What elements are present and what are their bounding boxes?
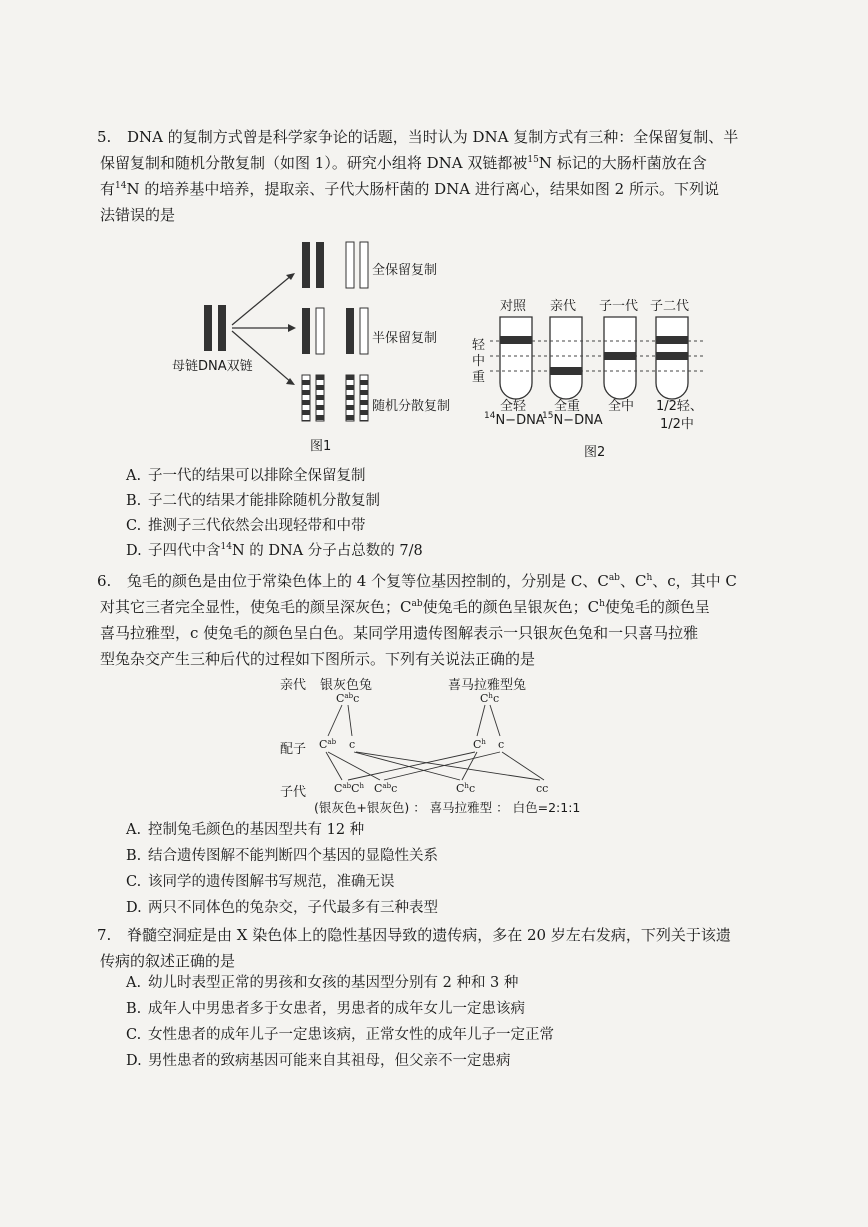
- option-d[interactable]: D. 男性患者的致病基因可能来自其祖母，但父亲不一定患病: [126, 1053, 511, 1069]
- option-d[interactable]: D. 子四代中含$^{14}$N 的 DNA 分子占总数的 7/8: [126, 542, 423, 559]
- row-mid: 中: [472, 354, 486, 369]
- option-b[interactable]: B. 成年人中男患者多于女患者，男患者的成年女儿一定患该病: [126, 1001, 525, 1017]
- gamete-c: c: [349, 738, 356, 751]
- option-d[interactable]: D. 两只不同体色的兔杂交，子代最多有三种表型: [126, 900, 438, 916]
- result-gen1: 全中: [608, 399, 635, 414]
- semi-conservative-label: 半保留复制: [372, 331, 438, 346]
- result-control-dna: $^{14}$N−DNA: [484, 411, 545, 428]
- option-c[interactable]: C. 女性患者的成年儿子一定患该病，正常女性的成年儿子一定正常: [126, 1027, 554, 1043]
- genetic-diagram: [270, 670, 610, 818]
- column-control: 对照: [500, 299, 527, 314]
- offspring-ratio: (银灰色+银灰色) ： 喜马拉雅型 ： 白色=2:1:1: [314, 800, 581, 815]
- question-text: 脊髓空洞症是由 X 染色体上的隐性基因导致的遗传病，多在 20 岁左右发病，下列关于该遗: [127, 926, 731, 944]
- question-text: 法错误的是: [100, 206, 176, 224]
- parent-strand: [204, 305, 212, 351]
- band-mid: [656, 352, 688, 360]
- question-number: 6.: [97, 572, 112, 590]
- offspring-Cabc: $C^{ab}c$: [374, 782, 398, 795]
- figure-2-caption: 图2: [584, 445, 606, 460]
- cross-lines: [270, 670, 610, 795]
- question-5: [97, 124, 760, 228]
- question-text: 型兔杂交产生三种后代的过程如下图所示。下列有关说法正确的是: [100, 650, 536, 668]
- parent1-genotype: $C^{ab}c$: [336, 692, 360, 705]
- question-number: 5.: [97, 128, 112, 146]
- parent2-label: 喜马拉雅型兔: [448, 678, 527, 693]
- superscript: 15: [527, 155, 539, 165]
- result-gen2-a: 1/2轻、: [656, 399, 703, 414]
- figure-1: [160, 230, 460, 460]
- result-control: 全轻: [500, 399, 527, 414]
- dispersive-label: 随机分散复制: [372, 399, 451, 414]
- question-7: [97, 922, 760, 974]
- column-gen1: 子一代: [599, 299, 639, 314]
- result-gen2-b: 1/2中: [660, 417, 694, 432]
- option-a[interactable]: A. 控制兔毛颜色的基因型共有 12 种: [126, 822, 365, 838]
- question-number: 7.: [97, 926, 112, 944]
- band-heavy: [550, 367, 582, 375]
- tube-control: [500, 317, 532, 399]
- option-a[interactable]: A. 幼儿时表型正常的男孩和女孩的基因型分别有 2 种和 3 种: [126, 975, 519, 991]
- gamete-c2: c: [498, 738, 505, 751]
- conservative-label: 全保留复制: [372, 263, 438, 278]
- question-6: 6. 兔毛的颜色是由位于常染色体上的 4 个复等位基因控制的，分别是 C、$C^{ab}$、$C^h$、c，其中 C 对其它三者完全显性，使兔毛的颜呈深灰色；$C^{ab}$使兔毛的颜色呈银灰色；$C^h$使兔毛的颜色呈 喜马拉雅型，c 使兔毛的颜色呈白色。某同学用遗传图解表示一只银灰色兔和一只喜马拉雅 型兔杂交产生三种后代的过程如下图所示。下列有关说法正确的是: [100, 568, 760, 672]
- result-parent: 全重: [554, 399, 581, 414]
- row-parent-label: 亲代: [280, 678, 307, 693]
- parent-strand: [218, 305, 226, 351]
- offspring-Chc: $C^hc$: [456, 782, 476, 795]
- question-text: 兔毛的颜色是由位于常染色体上的 4 个复等位基因控制的，分别是 C、C: [127, 572, 609, 590]
- figure-2: [470, 295, 720, 465]
- option-b[interactable]: B. 结合遗传图解不能判断四个基因的显隐性关系: [126, 848, 438, 864]
- option-b[interactable]: B. 子二代的结果才能排除随机分散复制: [126, 493, 380, 509]
- band-light: [656, 336, 688, 344]
- question-text: 有: [100, 180, 116, 198]
- question-text: 传病的叙述正确的是: [100, 952, 236, 970]
- offspring-CabCh: $C^{ab}C^h$: [334, 782, 365, 795]
- option-a[interactable]: A. 子一代的结果可以排除全保留复制: [126, 468, 366, 484]
- column-gen2: 子二代: [650, 299, 690, 314]
- question-text: 喜马拉雅型，c 使兔毛的颜色呈白色。某同学用遗传图解表示一只银灰色兔和一只喜马拉雅: [100, 624, 699, 642]
- tube-parent: [550, 317, 582, 399]
- question-text: 对其它三者完全显性，使兔毛的颜呈深灰色；C: [100, 598, 412, 616]
- band-light: [500, 336, 532, 344]
- column-parent: 亲代: [550, 299, 577, 314]
- offspring-cc: cc: [536, 782, 549, 795]
- question-text: N 标记的大肠杆菌放在含: [538, 154, 707, 172]
- row-light: 轻: [472, 338, 486, 353]
- question-text: 保留复制和随机分散复制（如图 1）。研究小组将 DNA 双链都被: [100, 154, 528, 172]
- figure-1-caption: 图1: [310, 439, 332, 454]
- band-mid: [604, 352, 636, 360]
- row-offspring-label: 子代: [280, 785, 307, 800]
- parent2-genotype: $C^hc$: [480, 692, 500, 705]
- option-c[interactable]: C. 推测子三代依然会出现轻带和中带: [126, 518, 366, 534]
- parent1-label: 银灰色兔: [320, 678, 373, 693]
- result-parent-dna: $^{15}$N−DNA: [542, 411, 603, 428]
- question-text: N 的培养基中培养，提取亲、子代大肠杆菌的 DNA 进行离心，结果如图 2 所示。下列说: [126, 180, 719, 198]
- gamete-Ch: $C^h$: [473, 738, 486, 751]
- row-gamete-label: 配子: [280, 742, 307, 757]
- question-text: DNA 的复制方式曾是科学家争论的话题，当时认为 DNA 复制方式有三种：全保留复制、半: [127, 128, 739, 146]
- row-heavy: 重: [472, 370, 486, 385]
- gamete-Cab: $C^{ab}$: [319, 738, 337, 751]
- option-c[interactable]: C. 该同学的遗传图解书写规范，准确无误: [126, 874, 395, 890]
- parent-strand-label: 母链DNA双链: [172, 359, 253, 374]
- superscript: 14: [115, 181, 127, 191]
